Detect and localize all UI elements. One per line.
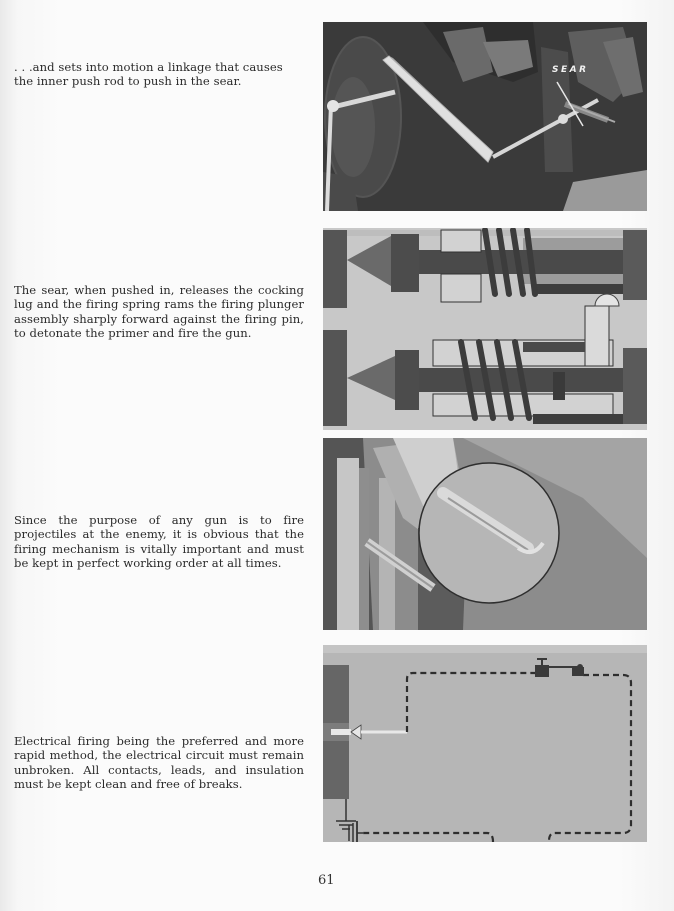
- paragraph-sear: The sear, when pushed in, releases the cocking lug and the firing spring rams the firing plunger assembly sharply forward against the firing pin, to detonate the primer and fire the gun.: [14, 282, 304, 341]
- linkage-drawing: [323, 22, 647, 211]
- paragraph-linkage: . . .and sets into motion a linkage that causes the inner push rod to push in the sear.: [14, 59, 283, 89]
- illustration-firing-mechanism: [323, 438, 647, 630]
- firing-mechanism-drawing: [323, 438, 647, 630]
- illustration-electrical-circuit: [323, 645, 647, 842]
- sear-label: SEAR: [552, 65, 589, 75]
- page-number: 61: [318, 873, 335, 888]
- paragraph-purpose: Since the purpose of any gun is to fire projectiles at the enemy, it is obvious that the firing mechanism is vitally important and must be kept in perfect working order at all times.: [14, 512, 304, 571]
- illustration-firing-spring: [323, 228, 647, 430]
- paragraph-electrical: Electrical firing being the preferred and more rapid method, the electrical circuit must remain unbroken. All contacts, leads, and insulation must be kept clean and free of breaks.: [14, 733, 304, 792]
- firing-spring-drawing: [323, 228, 647, 430]
- electrical-circuit-drawing: [323, 645, 647, 842]
- illustration-linkage: [323, 22, 647, 211]
